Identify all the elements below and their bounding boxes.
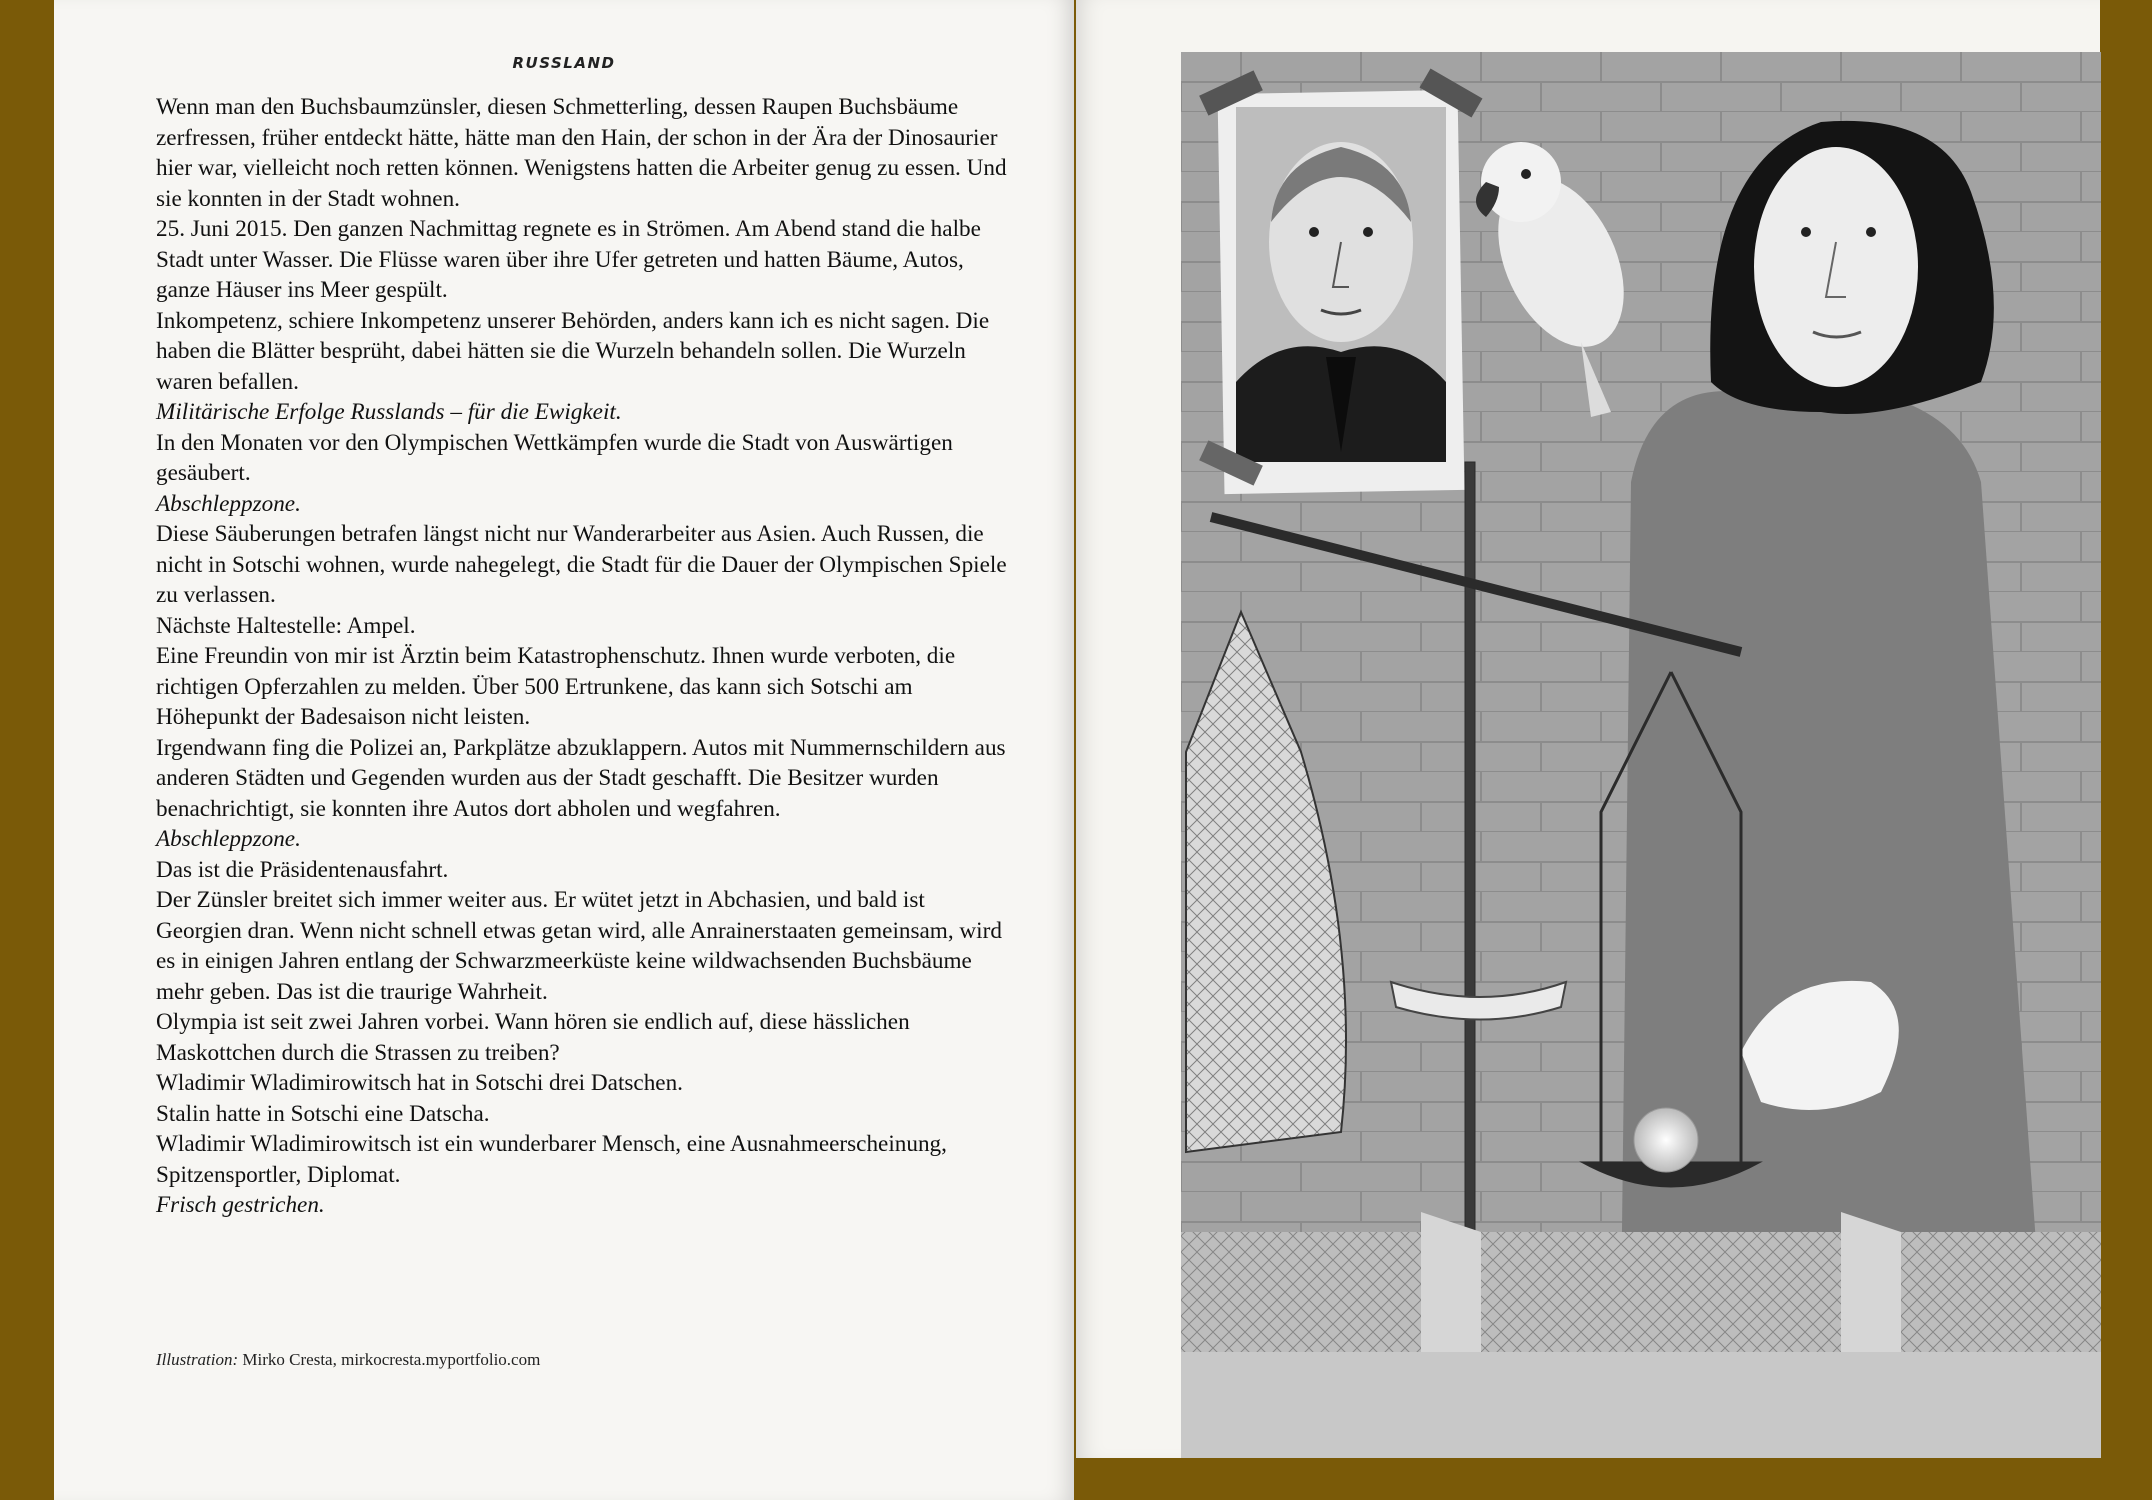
running-head: RUSSLAND: [512, 54, 616, 72]
paragraph: Stalin hatte in Sotschi eine Datscha.: [156, 1100, 490, 1127]
credit-text: Mirko Cresta, mirkocresta.myportfolio.com: [242, 1350, 541, 1369]
italic-interjection: Abschleppzone.: [156, 490, 301, 517]
paragraph: Diese Säuberungen betrafen längst nicht nur Wanderarbeiter aus Asien. Auch Russen, die nicht in Sotschi wohnen, wurde nahegelegt, die Stadt für die Dauer der Olympischen Spiele zu verlassen.: [156, 521, 1007, 608]
article-body: [156, 92, 1016, 1221]
portrait-photo: [1199, 68, 1482, 494]
paragraph: Das ist die Präsidentenausfahrt.: [156, 856, 449, 883]
paragraph: Wladimir Wladimirowitsch ist ein wunderbarer Mensch, eine Ausnahmeerscheinung, Spitzensportler, Diplomat.: [156, 1131, 947, 1188]
crates: [1181, 1212, 2101, 1458]
paragraph: 25. Juni 2015. Den ganzen Nachmittag regnete es in Strömen. Am Abend stand die halbe Stadt unter Wasser. Die Flüsse waren über ihre Ufer getreten und hatten Bäume, Autos, ganze Häuser ins Meer gespült.: [156, 216, 981, 303]
paragraph: Irgendwann fing die Polizei an, Parkplätze abzuklappern. Autos mit Nummernschildern aus anderen Städten und Gegenden wurden aus der Stadt geschafft. Die Besitzer wurden benachrichtigt, sie konnten ihre Autos dort abholen und wegfahren.: [156, 734, 1006, 822]
paragraph: Nächste Haltestelle: Ampel.: [156, 612, 416, 639]
left-page: [54, 0, 1074, 1500]
italic-interjection: Frisch gestrichen.: [156, 1192, 325, 1218]
paragraph: In den Monaten vor den Olympischen Wettkämpfen wurde die Stadt von Auswärtigen gesäubert.: [156, 429, 953, 486]
italic-interjection: Abschleppzone.: [156, 826, 301, 852]
paragraph: Wenn man den Buchsbaumzünsler, diesen Schmetterling, dessen Raupen Buchsbäume zerfressen, früher entdeckt hätte, hätte man den Hain, der schon in der Ära der Dinosaurier hier war, vielleicht noch retten können. Wenigstens hatten die Arbeiter genug zu essen. Und sie konnten in der Stadt wohnen.: [156, 94, 1007, 212]
paragraph: Inkompetenz, schiere Inkompetenz unserer Behörden, anders kann ich es nicht sagen. Die haben die Blätter besprüht, dabei hätten sie die Wurzeln behandeln sollen. Die Wurzeln waren befallen.: [156, 307, 990, 395]
italic-interjection: Militärische Erfolge Russlands – für die Ewigkeit.: [156, 399, 622, 425]
illustration-credit: [156, 1350, 956, 1370]
paragraph: Eine Freundin von mir ist Ärztin beim Katastrophenschutz. Ihnen wurde verboten, die richtigen Opferzahlen zu melden. Über 500 Ertrunkene, das kann sich Sotschi am Höhepunkt der Badesaison nicht leisten.: [156, 643, 956, 730]
paragraph: Wladimir Wladimirowitsch hat in Sotschi drei Datschen.: [156, 1070, 683, 1096]
paragraph: Der Zünsler breitet sich immer weiter aus. Er wütet jetzt in Abchasien, und bald ist Georgien dran. Wenn nicht schnell etwas getan wird, alle Anrainerstaaten gemeinsam, wird es in einigen Jahren entlang der Schwarzmeerküste keine wildwachsenden Buchsbäume mehr geben. Das ist die traurige Wahrheit.: [156, 887, 1002, 1005]
paragraph: Olympia ist seit zwei Jahren vorbei. Wann hören sie endlich auf, diese hässlichen Maskottchen durch die Strassen zu treiben?: [156, 1009, 910, 1066]
credit-label: Illustration:: [156, 1350, 239, 1369]
illustration: [1181, 52, 2101, 1458]
